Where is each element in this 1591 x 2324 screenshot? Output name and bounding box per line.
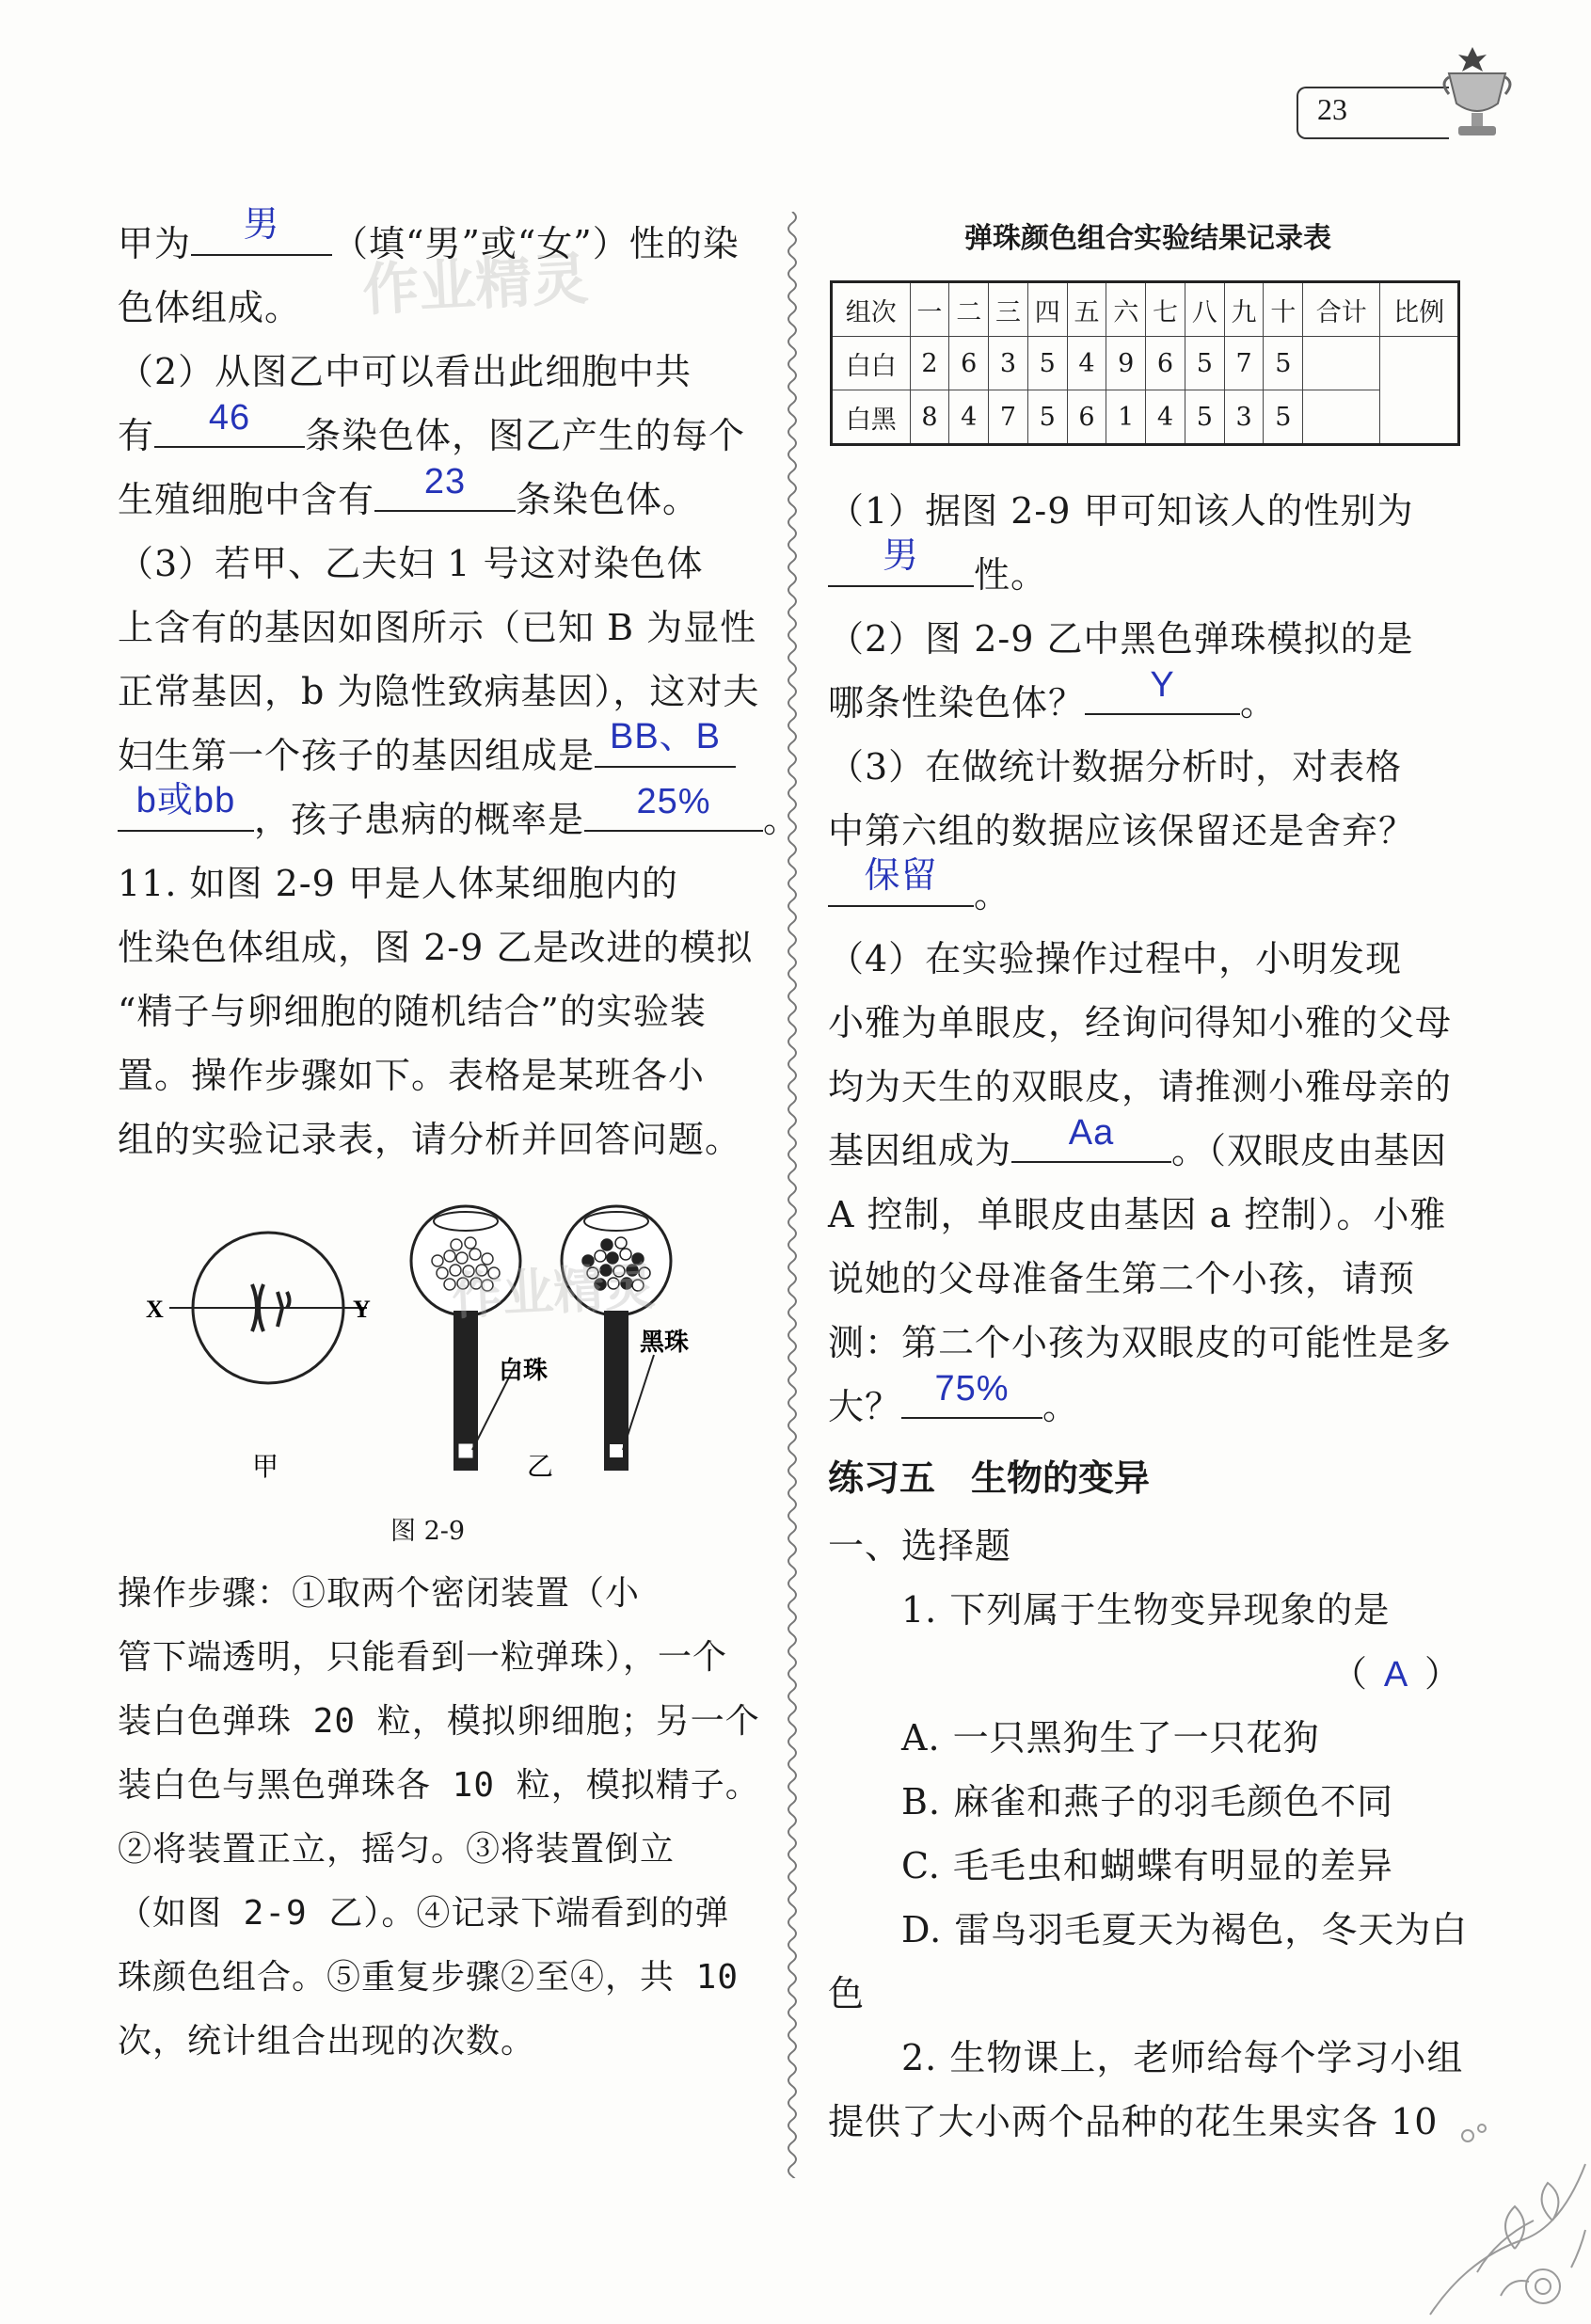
text-line: 次，统计组合出现的次数。: [118, 2022, 536, 2061]
text-line: 性染色体组成，图 2-9 乙是改进的模拟: [118, 927, 754, 968]
table-row: [832, 337, 1459, 390]
text-line: b或bb ，孩子患病的概率是 25% 。: [118, 790, 800, 842]
table-header-cell: 六: [1106, 282, 1146, 337]
text-line: （2）从图乙中可以看出此细胞中共: [118, 351, 692, 392]
text-line: 色体组成。: [118, 287, 302, 328]
text-line: 男 性。: [828, 546, 1047, 597]
table-cell: 3: [1224, 390, 1264, 445]
answer: Aa: [1068, 1113, 1115, 1153]
table-cell: 6: [1067, 390, 1106, 445]
text-line: 置。操作步骤如下。表格是某班各小: [118, 1055, 706, 1096]
table-cell: 6: [1146, 337, 1185, 390]
ratio-cell: [1380, 337, 1459, 445]
table-cell: 4: [949, 390, 989, 445]
text-line: 生殖细胞中含有 23 条染色体。: [118, 462, 700, 520]
question-2: 2. 生物课上，老师给每个学习小组: [901, 2037, 1464, 2078]
answer: 男: [882, 536, 919, 576]
table-header-cell: 合计: [1303, 282, 1380, 337]
table-header-cell: 一: [910, 282, 949, 337]
label-black-bead: 黑珠: [640, 1329, 690, 1357]
table-cell: 4: [1146, 390, 1185, 445]
table-cell: 5: [1185, 337, 1224, 390]
option-d: D. 雷鸟羽毛夏天为褐色，冬天为白: [901, 1909, 1469, 1950]
answer: 75%: [934, 1369, 1010, 1409]
row-label: 白白: [832, 337, 911, 390]
total-cell: [1303, 390, 1380, 445]
table-cell: 5: [1027, 390, 1067, 445]
text-line: 保留 。: [828, 866, 1010, 917]
table-header-row: [832, 282, 1459, 337]
text-line: 妇生第一个孩子的基因组成是 BB、B: [118, 726, 736, 778]
text-line: （3）在做统计数据分析时，对表格: [828, 746, 1403, 788]
table-header-cell: 比例: [1380, 282, 1459, 337]
answer: 保留: [864, 856, 938, 896]
text-line: 管下端透明，只能看到一粒弹珠），一个: [118, 1638, 728, 1677]
text-line: 提供了大小两个品种的花生果实各 10: [828, 2101, 1439, 2142]
table-row: [832, 390, 1459, 445]
text-line: 正常基因，b 为隐性致病基因），这对夫: [118, 671, 760, 712]
label-yi: 乙: [527, 1451, 554, 1482]
text-line: 组的实验记录表，请分析并回答问题。: [118, 1119, 742, 1160]
answer-bracket: （ A ）: [1331, 1653, 1462, 1695]
text-line: 有 46 条染色体，图乙产生的每个: [118, 398, 746, 456]
text-line: 甲为 男 （填“男”或“女”）性的染: [118, 215, 740, 266]
label-jia: 甲: [252, 1451, 279, 1482]
table-header-cell: 七: [1146, 282, 1185, 337]
label-x: X: [146, 1296, 164, 1323]
text-line: （4）在实验操作过程中，小明发现: [828, 938, 1403, 979]
text-line: 操作步骤：①取两个密闭装置（小: [118, 1574, 641, 1613]
text-line: 装白色弹珠 20 粒，模拟卵细胞；另一个: [118, 1702, 760, 1741]
text-line: 中第六组的数据应该保留还是舍弃？: [828, 810, 1416, 852]
text-line: 测：第二个小孩为双眼皮的可能性是多: [828, 1322, 1453, 1363]
answer: A: [1383, 1655, 1409, 1695]
text-line: 小雅为单眼皮，经询问得知小雅的父母: [828, 1002, 1453, 1043]
table-header-cell: 八: [1185, 282, 1224, 337]
table-header-cell: 五: [1067, 282, 1106, 337]
text-line: 均为天生的双眼皮，请推测小雅母亲的: [828, 1066, 1453, 1107]
section-heading: 练习五 生物的变异: [828, 1457, 1151, 1499]
option-c: C. 毛毛虫和蝴蝶有明显的差异: [901, 1845, 1393, 1886]
answer: 23: [423, 462, 467, 501]
answer: b或bb: [135, 781, 236, 820]
row-label: 白黑: [832, 390, 911, 445]
y-chromosome: [278, 1292, 290, 1327]
column-divider: [783, 212, 802, 2178]
table-header-cell: 组次: [832, 282, 911, 337]
option-a: A. 一只黑狗生了一只花狗: [901, 1717, 1320, 1759]
table-header-cell: 三: [989, 282, 1028, 337]
answer: BB、B: [609, 717, 722, 756]
table-title: 弹珠颜色组合实验结果记录表: [964, 222, 1331, 255]
table-header-cell: 四: [1027, 282, 1067, 337]
total-cell: [1303, 337, 1380, 390]
table-header-cell: 二: [949, 282, 989, 337]
text-line: 大？ 75% 。: [828, 1369, 1080, 1427]
table-header-cell: 九: [1224, 282, 1264, 337]
text-line: 珠颜色组合。⑤重复步骤②至④，共 10: [118, 1958, 740, 1997]
text-line: 哪条性染色体？ Y 。: [828, 665, 1278, 724]
table-cell: 6: [949, 337, 989, 390]
question-1: 1. 下列属于生物变异现象的是: [901, 1589, 1391, 1631]
table-cell: 2: [910, 337, 949, 390]
table-cell: 5: [1027, 337, 1067, 390]
answer: 25%: [636, 782, 711, 821]
text-line: 色: [828, 1973, 866, 2014]
answer: 46: [208, 398, 251, 438]
text-line: 基因组成为 Aa 。（双眼皮由基因: [828, 1113, 1448, 1171]
table-cell: 3: [989, 337, 1028, 390]
text-line: ②将装置正立，摇匀。③将装置倒立: [118, 1830, 676, 1869]
text-line: （1）据图 2-9 甲可知该人的性别为: [828, 490, 1414, 532]
table-cell: 7: [1224, 337, 1264, 390]
figure-2-9: [141, 1190, 706, 1501]
table-cell: 4: [1067, 337, 1106, 390]
table-cell: 7: [989, 390, 1028, 445]
text-line: 11. 如图 2-9 甲是人体某细胞内的: [118, 863, 678, 904]
table-cell: 1: [1106, 390, 1146, 445]
table-cell: 9: [1106, 337, 1146, 390]
text-line: （3）若甲、乙夫妇 1 号这对染色体: [118, 543, 704, 584]
label-white-bead: 白珠: [499, 1357, 549, 1385]
text-line: 上含有的基因如图所示（已知 B 为显性: [118, 607, 757, 648]
answer: Y: [1150, 665, 1175, 705]
text-line: 说她的父母准备生第二个小孩，请预: [828, 1258, 1416, 1299]
label-y: Y: [353, 1296, 371, 1323]
subsection-heading: 一、选择题: [828, 1525, 1012, 1567]
text-line: A 控制，单眼皮由基因 a 控制）。小雅: [828, 1194, 1447, 1235]
text-line: “精子与卵细胞的随机结合”的实验装: [118, 991, 707, 1032]
answer: 男: [243, 205, 280, 245]
text-line: （2）图 2-9 乙中黑色弹珠模拟的是: [828, 618, 1414, 660]
text-line: （如图 2-9 乙）。④记录下端看到的弹: [118, 1894, 730, 1933]
text-line: 装白色与黑色弹珠各 10 粒，模拟精子。: [118, 1766, 760, 1805]
option-b: B. 麻雀和燕子的羽毛颜色不同: [901, 1781, 1394, 1823]
table-header-cell: 十: [1264, 282, 1303, 337]
watermark: 作业精灵: [450, 1256, 657, 1327]
table-cell: 5: [1185, 390, 1224, 445]
page-number: 23: [1317, 92, 1347, 126]
table-cell: 5: [1264, 337, 1303, 390]
flower-decoration-icon: [1411, 2108, 1590, 2324]
table-cell: 8: [910, 390, 949, 445]
table-cell: 5: [1264, 390, 1303, 445]
trophy-icon: [1440, 45, 1515, 149]
watermark: 作业精灵: [360, 246, 590, 325]
record-table: [830, 280, 1460, 446]
figure-caption: 图 2-9: [390, 1517, 466, 1546]
